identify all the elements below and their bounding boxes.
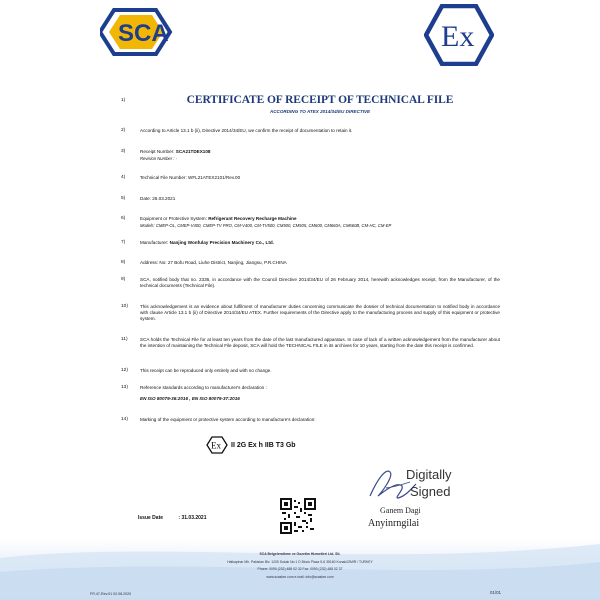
equipment-models: Models: CMEP-OL, CMEP-V400, CMEP-TV PRO, CM-V400, CM-TV500, CM500, CM505, CM600, CM660A, CM660B, CM-HC, CM-EP <box>140 223 392 228</box>
sca-logo-text: SCA <box>118 20 169 47</box>
item-number: 7) <box>121 240 126 245</box>
ex-logo <box>424 4 494 66</box>
manufacturer-value: Nanjing Wonfulay Precision Machinery Co., Ltd. <box>169 240 274 245</box>
marking-text: II 2G Ex h IIB T3 Gb <box>231 441 296 449</box>
receipt-number <box>140 149 500 155</box>
footer-address <box>0 551 600 581</box>
item-number: 9) <box>121 277 126 282</box>
ex-marking <box>206 436 296 454</box>
receipt-number-value: SCA21TDEX108 <box>175 149 211 154</box>
ex-logo-text: Ex <box>441 20 475 53</box>
signed-label: Signed <box>410 484 451 499</box>
item-number: 3) <box>121 149 126 154</box>
item-text: Marking of the equipment or protective system according to manufacture's declaration: <box>140 417 316 422</box>
item-number: 11) <box>121 337 128 342</box>
footer-phone: Phone: 0090 (232) 488 02 32 Fax: 0090 (232) 488 02 37 <box>257 567 343 571</box>
page-number: 01/01 <box>490 590 501 595</box>
item-number: 13) <box>121 385 128 390</box>
item-text: According to Article 13.1 b (ii), Directive 2014/34/EU, we confirm the receipt of documentation to retain it. <box>140 128 353 133</box>
sca-logo <box>100 6 198 58</box>
item-text: This acknowledgement is an evidence about fulfilment of manufacturer duties concerning communicate the dossier of technical documentation to notified body in accordance with clause Article 13.1 b (ii) of Directive 2014/34/EU ATEX. Further requirements of the Directive apply to the manufacturing process and supply of this equipment or protective system. <box>140 304 500 322</box>
certificate-subtitle: ACCORDING TO ATEX 2014/34/EU DIRECTIVE <box>269 109 371 114</box>
item-number: 5) <box>121 196 126 201</box>
address: Address: No: 27 Bofu Road, Liuhe District, Nanjing, Jiangsu, P.R.CHINA <box>140 260 287 265</box>
footer-web: www.scasbm.com e-mail: info@scasbm.com <box>266 574 334 579</box>
item-text: Reference standards according to manufacturer's declaration : <box>140 385 267 390</box>
manufacturer-label: Manufacturer: <box>140 240 169 245</box>
digitally-signed-text <box>406 466 452 500</box>
item-number: 6) <box>121 216 126 221</box>
item-number: 14) <box>121 417 128 422</box>
certificate-title: CERTIFICATE OF RECEIPT OF TECHNICAL FILE <box>186 94 454 106</box>
footer-street: Halkapinar Mh. Pakistan Blv. 1205 Sokak No:1 D Block Plaza 5-6 35160 Konak/IZMIR / TURKEY <box>227 559 373 564</box>
revision-number: Revision Number : - <box>140 156 178 161</box>
reference-standards: EN ISO 80079-36:2016 , EN ISO 80079-37:2016 <box>140 396 240 401</box>
ex-hexagon-icon <box>206 436 228 454</box>
issue-date-label: Issue Date <box>138 515 164 521</box>
technical-file-number: Technical File Number: WFL21ATEX2101/Rev.00 <box>140 175 241 180</box>
item-number: 8) <box>121 260 126 265</box>
svg-text:Ex: Ex <box>211 440 221 451</box>
stamp-line2: Anyinrngilai <box>368 518 420 529</box>
manufacturer <box>140 240 500 246</box>
issue-date <box>138 515 207 521</box>
equipment <box>140 216 500 222</box>
qr-code <box>280 498 316 534</box>
footer-company: SCA Belgelendirme ve Gozetim Hizmetleri Ltd. Sti. <box>259 552 341 556</box>
item-text: SCA holds the Technical File for at least ten years from the date of the last manufactured apparatus. In case of lack of a written acknowledgement from the manufacturer about the intention of maintaining the Technical File deposit, SCA will hold the TECHNICAL FILE in its archives for 10 years, starting from the date this receipt is confirmed. <box>140 337 500 349</box>
item-number: 10) <box>121 304 128 309</box>
item-text: SCA, notified body that no. 2336, in accordance with the Council Directive 2014/34/EU of 26 February 2014, herewith acknowledges receipt, from the Manufacturer, of the technical documents (Technical File). <box>140 277 500 289</box>
item-text: This receipt can be reproduced only entirely and with no change. <box>140 368 272 373</box>
receipt-number-label: Receipt Number: <box>140 149 175 154</box>
form-reference: FR.47-Rev.01 02.08.2020 <box>90 592 132 596</box>
item-number: 4) <box>121 175 126 180</box>
equipment-label: Equipment or Protective System: <box>140 216 207 221</box>
item-number: 2) <box>121 128 126 133</box>
equipment-value: Refrigerant Recovery Recharge Machine <box>208 216 297 221</box>
item-number: 12) <box>121 368 128 373</box>
item-number: 1) <box>121 98 126 103</box>
stamp-line1: Ganem Dagi <box>380 506 421 515</box>
issue-date-value: : 31.03.2021 <box>178 515 207 521</box>
digitally-label: Digitally <box>406 467 452 482</box>
date: Date: 26.03.2021 <box>140 196 176 201</box>
